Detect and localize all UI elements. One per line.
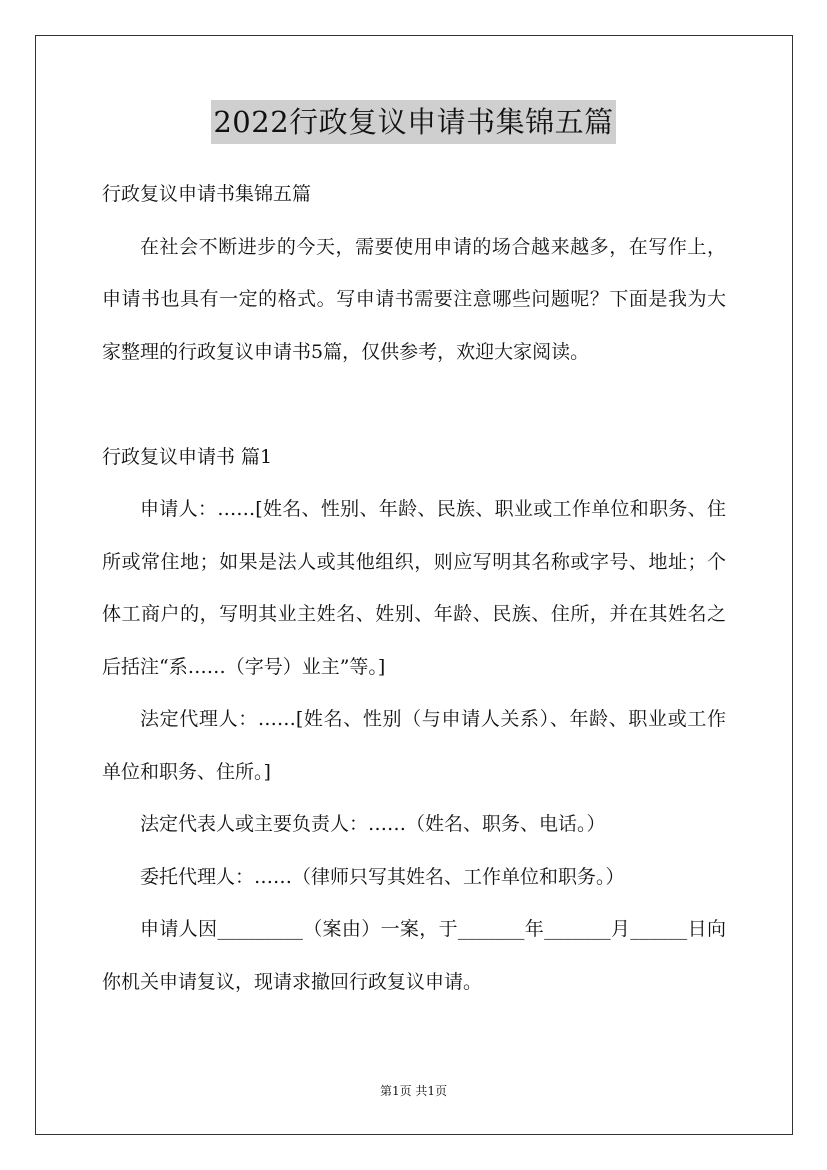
- document-title: 2022行政复议申请书集锦五篇: [211, 100, 615, 144]
- withdrawal-paragraph: 申请人因_________（案由）一案，于_______年_______月______日向你机关申请复议，现请求撤回行政复议申请。: [102, 918, 726, 993]
- spacer: [102, 378, 726, 431]
- page-footer: 第1页 共1页: [379, 1084, 448, 1098]
- document-body: [102, 168, 726, 1008]
- intro-paragraph: 在社会不断进步的今天，需要使用申请的场合越来越多，在写作上，申请书也具有一定的格式。写申请书需要注意哪些问题呢？下面是我为大家整理的行政复议申请书5篇，仅供参考，欢迎大家阅读。: [102, 235, 726, 363]
- title-container: [0, 100, 827, 144]
- legal-agent-paragraph: 法定代理人：……[姓名、性别（与申请人关系）、年龄、职业或工作单位和职务、住所。]: [102, 708, 726, 783]
- subtitle-paragraph: 行政复议申请书集锦五篇: [102, 183, 312, 205]
- applicant-paragraph: 申请人：……[姓名、性别、年龄、民族、职业或工作单位和职务、住所或常住地；如果是法人或其他组织，则应写明其名称或字号、地址；个体工商户的，写明其业主姓名、姓别、年龄、民族、住所，并在其姓名之后括注“系……（字号）业主”等。]: [102, 498, 726, 678]
- section-heading: 行政复议申请书 篇1: [102, 445, 273, 468]
- entrusted-agent-paragraph: 委托代理人：……（律师只写其姓名、工作单位和职务。）: [140, 865, 625, 888]
- legal-representative-paragraph: 法定代表人或主要负责人：……（姓名、职务、电话。）: [140, 813, 606, 835]
